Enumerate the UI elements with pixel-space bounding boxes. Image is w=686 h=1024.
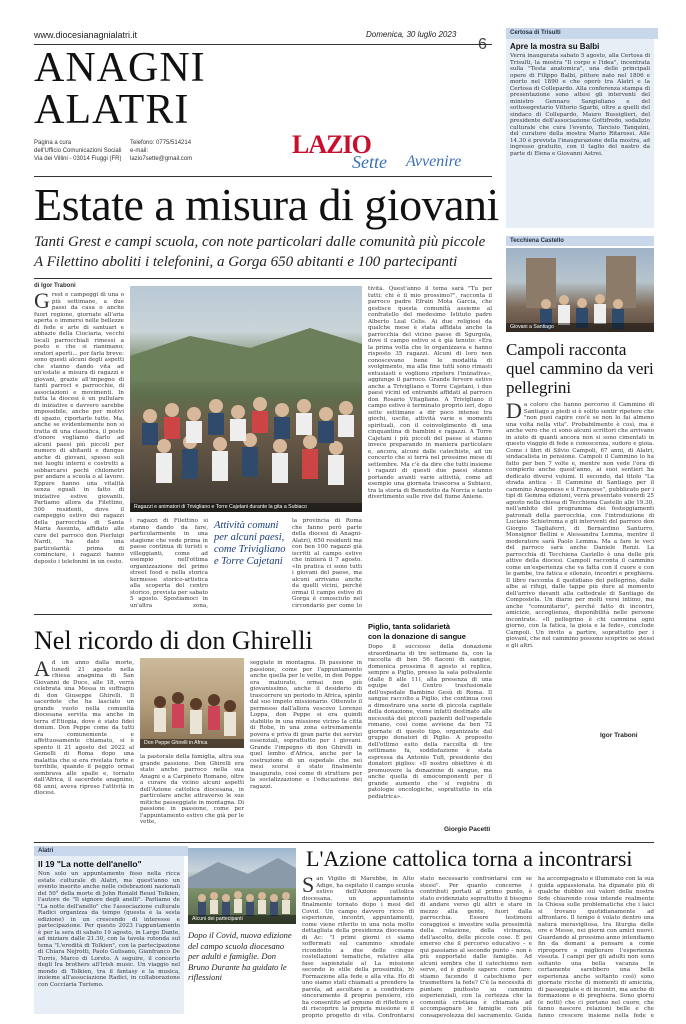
certosa-body: Verrà inaugurata sabato 5 agosto, alla Certosa di Trisulti, la mostra "Il corpo e l'idea", incentrata sulla "Testa anatomica", una delle principali opere di Filippo Balbi, pittore nato nel 1806 e morto nel 1890 e che operò tra Alatri e la Certosa di Collepardo. Alla conferenza stampa di presentazione sono attesi gli interventi del ministro Gennaro Sangiuliano e del sottosegretario Vittorio Sgarbi, oltre a quelli del sindaco di Collepardo, Mauro Bussiglieri, del presidente dell'associazione Gottifredo, sodalizio culturale che cura l'evento, Tarcisio Tanquini, del curatore della mostra Mario Ritarossi. Alle 14.30 è prevista l'inaugurazione della mostra, ad ingresso gratuito, con il taglio del nastro da parte di Elena e Giovanni Astrei.	[510, 53, 650, 157]
main-col1: Grest e campeggi di una o più settimane, a due passi da casa o anche fuori regione, giornate all'aria aperta o immersi nelle bellezze di fede e arte di santuari e abbazie della Ciociaria, vecchi locali parrocchiali rimessi a posto e che si rianimano; oratori aperti… per farla breve: sono questi alcuni degli aspetti che stanno dando vita ad un'estate a misura di ragazzi e giovani, grazie all'impegno di tanti parroci e parrocchie, di associazioni e movimenti. In tutta la diocesi è un pullulare di iniziative e davvero sarebbe impossibile, anche per motivi di spazio, riportarle tutte. Ma, anche se evidentemente non si tratta di una classifica, il posto d'onore vogliamo darlo ad alcuni paesi più piccoli per numero di abitanti e dunque anche di giovani, spesso soli nei luoghi interni e costretti a sobbarcarsi pochi chilometri per andare a scuola o al lavoro. Eppure hanno una vitalità senza eguali in fatto di iniziative estive giovanili. Partiamo allora da Filettino, 500 residenti, dove il campeggio estivo dei ragazzi della parrocchia di Santa Maria Assunta, affidato alle cure del parroco don Pierluigi Nardi, ha dato una particolarità: prima di cominciare, i ragazzi hanno deposto i telefonini in un cesto.	[34, 292, 124, 565]
issue-date: Domenica, 30 luglio 2023	[366, 30, 457, 39]
azione-photo	[188, 848, 296, 924]
contact-info: Telefono: 0775/514214 e-mail: lazio7sette@gmail.com	[130, 140, 193, 162]
piglio-title-2: con la donazione di sangue	[368, 632, 466, 641]
alatri-body: Non solo un appuntamento fisso nella ricca estate culturale di Alatri, ma quest'anno un evento inserito anche nelle celebrazioni nazionali del 50° della morte di John Ronald Reuel Tolkien, l'autore de "Il signore degli anelli". Parliamo de "La notte dell'anello" che l'associazione culturale Radici organizza da tempo (questa è la sesta edizione) in un crescendo di interesse e partecipazione. Per questo 2023 l'appuntamento è per la sera di sabato 19 agosto, in Largo Dante, ad iniziare dalle 21.30, con la tavola rotonda sul tema "L'eredità di Tolkien", con la partecipazione di Chiara Nejrotti, Paolo Gulisano, Gianfranco De Turris, Marco di Loreto. A seguire, il concerto degli Ira brothers all'Irish music. Un viaggio nel mondo di Tolkien, tra il fantasy e la musica, insieme all'associazione Radici, in collaborazione con Cocciaria Turismo.	[38, 871, 180, 988]
azione-col1: San Vigilio di Marebbe, in Alto Adige, ha ospitato il campo scuola estivo dell'Azione cattolica diocesana, un appuntamento finalmente tornato dopo i mesi del Covid. Un campo davvero ricco di esperienze, incontri, appuntamenti, come viene riferito in una nota molto dettagliata della presidenza diocesana di Ac: "I primi giorni ci siamo soffermati sul cammino sinodale ricondotto a due delle cinque costellazioni tematiche, relative alla fase sapienziale a) La missione secondo lo stile della prossimità, b) Formazione alla fede e alla vita. Ho di uno siamo stati chiamati a prendere la parola, ad ascoltare e a condividere sinceramente il proprio pensiero, ciò ha consentito ad ognuno di riflettere e di riscoprire la propria missione e il proprio progetto di vita. Confrontarsi	[302, 876, 414, 1018]
main-col3: la provincia di Roma che fanno però parte della diocesi di Anagni-Alatri), 650 residenti ma con ben 100 ragazzi già iscritti al campo estivo che inizierà il 7 agosto. «In pratica ci sono tutti i giovani del paese, ma alcuni arrivano anche da quelli vicini, perché ormai il campo estivo di Gorga è conosciuto nel circondario per come lo	[292, 518, 362, 608]
dropcap-d: D	[506, 402, 522, 423]
azione-col3: ha accompagnato e illuminato con la sua guida appassionata. ha dipanato più di qualche dubbio sui valori della nostra fede chiarendo cosa intende realmente la Chiesa sulle problematiche che i laici si trovano quotidianamente ad affrontare. Il tempo è volato dentro una natura meravigliosa, tra liturgia delle ore e Messe, nei giorni con amici nuovi. Guardando al prossimo anno intendiamo fin da domani a pensare a come riproporre e migliorare l'esperienza vissuta. I campi per gli adulti non sono soltanto una bella vacanza (e certamente sarebbero una bella esperienza anche soltanto così) sono giornate ricche di momenti di amicizia, di passeggiate e di incontri, ma anche di formazione e di preghiera. Sono giorni (e notti) che ci portano nel cuore, che fanno nascere relazioni belle e che fanno crescere insieme nella fede e	[538, 876, 654, 1018]
main-photo-caption: Ragazzi e animatori di Trivigliano e Torre Cajetani durante la gita a Subiaco	[130, 503, 362, 512]
dropcap-g: G	[34, 292, 50, 313]
masthead-line1: ANAGNI	[34, 45, 206, 91]
certosa-tag: Certosa di Trisulti	[506, 28, 658, 39]
tecchiena-title: Campoli racconta quel cammino da veri pellegrini	[506, 340, 654, 397]
lazio-sette-logo	[292, 130, 492, 170]
ghirelli-col2: la pastorale della famiglia, altra sua grande passione. Don Ghirelli era stato anche parroco nella sua Anagni e a Carpineto Romano, oltre a curare da vicino alcuni aspetti dell'Azione cattolica diocesana, in particolare anche attraverso le sue mitiche passeggiate in montagna. Di passione in passione, come per l'appuntamento estivo che già per le vette,	[140, 754, 244, 825]
azione-caption-big: Dopo il Covid, nuova edizione del campo scuola diocesano per adulti e famiglie. Don Bruno Durante ha guidato le riflessioni	[188, 930, 292, 982]
byline: di Igor Traboni	[34, 283, 76, 289]
azione-col2: stato necessario confrontarsi con se stessi". Per quanto concerne i contributi portati al primo punto, è stato evidenziato soprattutto il bisogno di andare verso gli altri e stare in mezzo alla gente, fuori dalla parrocchia. Essere testimoni coraggiosi e investire sulla prossimità della relazione, della vicinanza, dell'ascolto, delle piccole cose. È poi emerso che il percorso educativo – e qui passiamo al secondo punto – non è più supportato dalle famiglie. Ad alcuni sembra che il catechismo non serve, ed è giusto sapere come fare: stiamo facendo il catechismo per trasmettere la fede? C'è la necessità di puntare piuttosto su cammini esperienziali, con la certezza che la comunità cristiana è chiamata ad accompagnare le famiglie con più consapevolezza del sacramento. Guida	[420, 876, 532, 1018]
azione-photo-caption: Alcuni dei partecipanti	[188, 915, 296, 924]
logo-sette: Sette	[352, 152, 387, 172]
pull-quote: Attività comuni per alcuni paesi, come Trivigliano e Torre Cajetani	[214, 520, 286, 567]
page-number	[478, 36, 487, 54]
tecchiena-signature: Igor Traboni	[600, 732, 638, 739]
dropcap-a: A	[34, 660, 50, 681]
certosa-box	[506, 28, 654, 228]
tecchiena-body: Da coloro che hanno percorso il Cammino di Santiago a piedi si è solito sentir ripetere che "non puoi capire cos'è se non lo fai almeno una volta nella vita". Probabilmente è così, ma è anche vero che ci sono alcuni scrittori che arrivano in aiuto di quanti ancora non si sono cimentati in questo viaggio di fede e conoscenza, sudore e gioia. Come i libri di Silvio Campoli, 67 anni, di Alatri, sindacalista in pensione. Campoli il Cammino lo ha fatto per ben 7 volte e, mentre non vede l'ora di compierlo anche quest'anno, ai suoi sentieri ha dedicato diversi volumi. Il secondo, dal titolo "La strada antica - Il Cammino di Santiago per il cammino Aragonese e il Francese", pubblicato per i tipi di Gemma edizioni, verrà presentato venerdì 25 agosto nella chiesa di Tecchiena Castello alle 19.30, nell'ambito del programma dei festeggiamenti patronali della parrocchia, con l'introduzione di Luciano Schietroma e gli interventi del parroco don Giorgio Tagliaferri, di Bernardino Santurro, Monsignor Bellini e Alessandra Lemma, mentre il moderatore sarà Paolo Lemma. Ma a fare le veci del parroco sarà anche Daniele Renzi. La parrocchia di Tecchiena Castello è una delle più attive della diocesi. Campoli racconta il cammino come un'esperienza che va fatta con il cuore e con le gambe, tra fatica e silenzio, incontri e preghiera. Il libro racconta il quotidiano del pellegrino, dalle albe ai rifugi, dalle tappe più dure al momento dell'arrivo davanti alla cattedrale di Santiago de Compostela. Un diario per molti versi intimo, ma anche "comunitario", perché fatto di incontri, amicizie, accoglienza, disponibilità nelle persone incontrate. «Il pellegrino è chi cammina ogni giorno, con la fatica, la gioia e la fede», conclude Campoli. Un invito a partire, soprattutto per i giovani, che nel cammino possono scoprire se stessi e gli altri.	[506, 402, 654, 649]
piglio-body: Dopo il successo della donazione straordinaria di tre settimane fa, con la raccolta di ben 56 flaconi di sangue, domenica prossima 6 agosto si replica, sempre a Piglio, presso la sala polivalente (dalle 8 alle 11), alla presenza di una equipe del Centro trasfusionale dell'ospedale Bambino Gesù di Roma. Il sangue raccolto a Piglio, che continua così a dimostrare una serie di piccola capitale della donazione, viene infatti destinato alle necessità dei piccoli pazienti dell'ospedale romano, così come avviene da ben 72 giornate di questo tipo, organizzate dal gruppo donatori di Piglio. A proposito dell'ottimo esito della raccolta di tre settimane fa, soddisfazione è stata espressa da Antonio Tufi, presidente dei donatori piglios: «Il nostro obiettivo è di promuovere la donazione di sangue, ma anche quella di emocomponenti per il grande aumento che si registra di patologie oncologiche, soprattutto in età pediatrica».	[368, 644, 492, 800]
tecchiena-tag: Tecchiena Castello	[506, 236, 654, 246]
dropcap-s: S	[302, 876, 315, 897]
ghirelli-photo	[140, 658, 244, 748]
piglio-signature: Giorgio Pacetti	[444, 826, 491, 833]
main-subtitle-1: Tanti Grest e campi scuola, con note particolari dalle comunità più piccole	[34, 234, 486, 250]
group-photo-graphic	[130, 286, 362, 512]
alatri-title: Il 19 "La notte dell'anello"	[38, 859, 142, 869]
santiago-graphic	[506, 248, 654, 332]
ghirelli-graphic	[140, 658, 244, 748]
certosa-title: Apre la mostra su Balbi	[510, 42, 600, 51]
alatri-tag: Alatri	[34, 846, 188, 856]
office-info: Pagina a cura dell'Ufficio Comunicazioni Sociali Via dei Villini - 03014 Fiuggi (FR)	[34, 140, 122, 162]
santiago-photo	[506, 248, 654, 332]
site-url[interactable]: www.diocesianagnialatri.it	[34, 30, 138, 40]
ghirelli-col1: Ad un anno dalla morte, lunedì 21 agosto nella chiesa anagnina di San Giovanni de Duce, alle 18, verrà celebrata una Messa in suffragio di don Giuseppe Ghirelli. Il sacerdote che ha lasciato un grande vuoto nella comunità diocesana servita ma anche in terra d'Etiopia, dove è stato fidei donum. Don Peppe come da tutti era comunemente e affettuosamente chiamato, si è spento il 21 agosto del 2022 al Gemelli di Roma dopo una malattia che si era rivelata forte e terribile, quando il peggio ormai sembrava alle spalle e, tornato dall'Africa, il sacerdote anagnino, 68 anni, aveva ripreso l'attività in diocesi.	[34, 660, 134, 796]
main-subtitle-2: A Filettino aboliti i telefonini, a Gorga 650 abitanti e 100 partecipanti	[34, 254, 458, 270]
masthead-line2: ALATRI	[34, 87, 190, 133]
main-photo	[130, 286, 362, 512]
main-col2: i ragazzi di Filettino si stanno dando da fare, particolarmente in una stagione che vede prima in paese continua di turisti e villeggianti, come ad esempio nell'ottima organizzazione del primo street food e nella storica kermesse storico-artistica alla scoperta del centro storico, prevista per sabato 5 agosto. Spostiamoci in un'altra zona,	[130, 518, 208, 608]
ghirelli-caption: Don Peppe Ghirelli in Africa	[140, 739, 244, 748]
azione-title: L'Azione cattolica torna a incontrarsi	[306, 846, 633, 871]
azione-graphic	[188, 848, 296, 924]
logo-lazio: LAZIO	[292, 130, 371, 159]
main-title: Estate a misura di giovani	[34, 179, 499, 230]
ghirelli-col3: seggiate in montagna. Di passione in passione, come per l'appuntamento anche quella per le vette, in don Peppe era maturato, ormai non più giovanissimo, anche il desiderio di trascorrere un periodo in Africa, spinto dal suo impeto missionario. Ottenuto il permesso dall'allora vescovo Lorenzo Loppa, don Peppe si era quindi stabilito in una missione vicino la città di Robe, in una zona estremamente povera e priva di gran parte dei servizi essenziali, soprattutto per i giovani. Grande l'impegno di don Ghirelli in quel lembo d'Africa, anche per la costruzione di un ospedale che nei mesi scorsi è stato finalmente inaugurato, così come di strutture per la socializzazione e l'educazione dei ragazzi.	[250, 660, 362, 790]
logo-avvenire: Avvenire	[406, 153, 462, 170]
piglio-title-1: Piglio, tanta solidarietà	[368, 622, 451, 631]
santiago-caption: Giovani a Santiago	[506, 323, 654, 332]
alatri-box	[34, 846, 184, 1014]
main-col4: tività. Quest'anno il tema sarà "Tu per tutti: chi è il mio prossimo?", racconta il parroco padre Efrain Mota Garcia, che gestisce questa comunità assieme al confratello del medesimo Istituto padre Alberto Leal Celis. Ai due religiosi da qualche mese è stata affidata anche la parrocchia del vicino paese di Sgurgola, dove il campo estivo si è già tenuto: «Era la prima volta che lo organizzava e hanno risposto 35 ragazzi. Alcuni di loro non conoscevano bene le modalità di svolgimento, ma alla fine tutti sono rimasti entusiasti e vogliono ripetere l'iniziativa», aggiunge il parroco. Grande fervore estivo anche a Trivigliano e Torre Cajetani, i due paesi vicini ed entrambi affidati al parroco don Rosario Vitagliano. A Trivigliano il campo estivo è terminato proprio ieri, dopo sette settimane a dir poco intense tra giochi, uscite, attività varie e momenti spirituali, con il coinvolgimento di una cinquantina di bambini e ragazzi. A Torre Cajetani i più piccoli del paese si stanno invece preparando in maniera particolare e, ancora, alcuni dalle catechiste, ad un concerto che si terrà nel prossimo mese di settembre. Ma c'è da dire che tutti insieme i ragazzi di questi due paesi stanno portando avanti varie attività, come ad esempio una giornata trascorsa a Subiaco, tra la storia di Benedetto da Norcia e tanto divertimento sulle rive del fiume Aniene.	[368, 286, 492, 500]
ghirelli-title: Nel ricordo di don Ghirelli	[34, 626, 313, 655]
